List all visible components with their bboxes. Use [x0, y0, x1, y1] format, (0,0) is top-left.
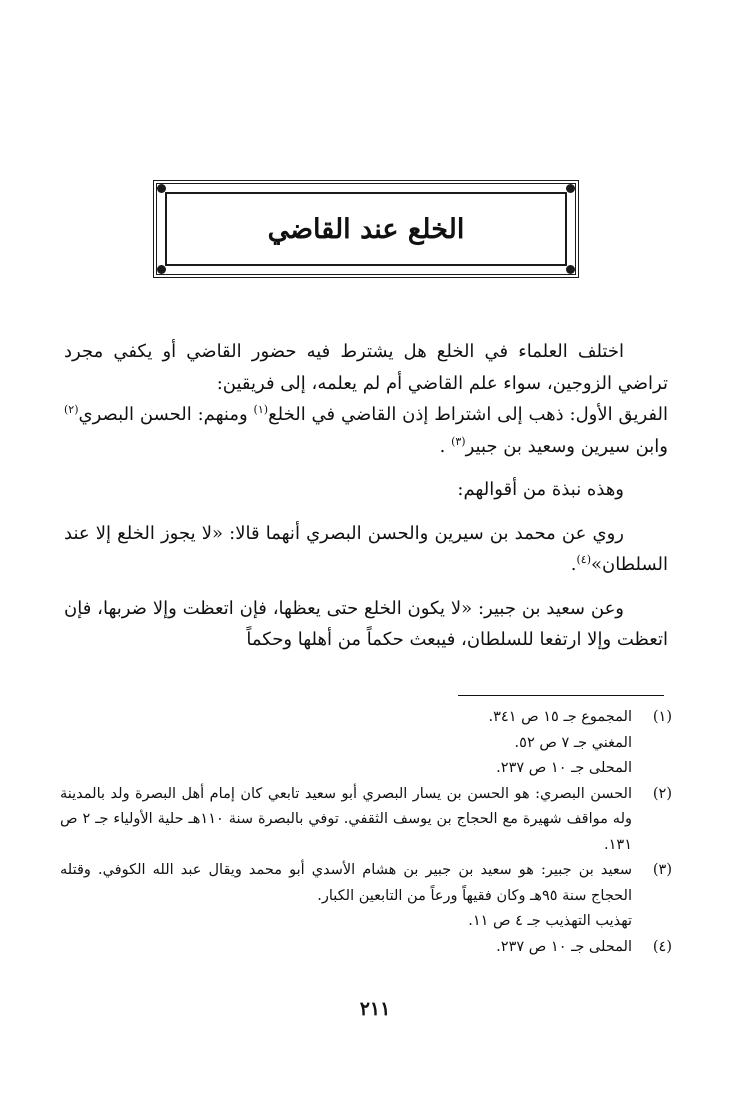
footnote-line: تهذيب التهذيب جـ ٤ ص ١١. [468, 913, 632, 929]
footnote-body [60, 858, 632, 935]
text-span: الفريق الأول: ذهب إلى اشتراط إذن القاضي في الخلع [268, 404, 668, 425]
footnote-ref: (٢) [64, 403, 79, 416]
footnote-line: المغني جـ ٧ ص ٥٢. [514, 734, 632, 751]
frame-corner-ornament [566, 184, 575, 193]
frame-corner-ornament [566, 265, 575, 274]
paragraph [64, 399, 668, 462]
footnote [60, 782, 672, 859]
footnote-line: المحلى جـ ١٠ ص ٢٣٧. [496, 938, 632, 955]
footnote-number: (٤) [652, 938, 672, 955]
text-span: وابن سيرين وسعيد بن جبير [465, 435, 668, 457]
main-text [64, 336, 668, 656]
paragraph: وهذه نبذة من أقوالهم: [457, 479, 624, 500]
chapter-title: الخلع عند القاضي [267, 213, 465, 245]
footnote-line: سعيد بن جبير: هو سعيد بن جبير بن هشام الأسدي أبو محمد ويقال عبد الله الكوفي. وقتله الحجاج سنة ٩٥هـ وكان فقيهاً ورعاً من التابعين الكبار. [60, 862, 632, 904]
text-span: . [439, 435, 452, 457]
paragraph: اختلف العلماء في الخلع هل يشترط فيه حضور القاضي أو يكفي مجرد تراضي الزوجين، سواء علم القاضي أم لم يعلمه، إلى فريقين: [64, 341, 668, 394]
footnote-body [60, 782, 632, 859]
paragraph [64, 518, 668, 581]
footnote-ref: (١) [253, 403, 269, 416]
text-span: ومنهم: الحسن البصري [78, 404, 254, 425]
footnote-number: (١) [652, 709, 672, 725]
footnote-ref: (٣) [451, 434, 466, 448]
footnote [60, 858, 672, 935]
footnote-number: (٣) [652, 862, 672, 878]
footnote-ref: (٤) [576, 553, 592, 566]
footnote-number: (٢) [652, 785, 672, 802]
footnote-line: المجموع جـ ١٥ ص ٣٤١. [488, 709, 632, 725]
page-number: ٢١١ [359, 998, 391, 1020]
footnote-line: المحلى جـ ١٠ ص ٢٣٧. [496, 760, 632, 776]
text-span: روي عن محمد بن سيرين والحسن البصري أنهما قالا: «لا يجوز الخلع إلا عند السلطان» [64, 522, 668, 575]
footnote-separator [458, 695, 664, 696]
footnote-body [60, 935, 632, 961]
text-span: . [570, 554, 577, 575]
footnote-body [60, 705, 632, 782]
footnote [60, 705, 672, 782]
footnote [60, 935, 672, 961]
paragraph: وعن سعيد بن جبير: «لا يكون الخلع حتى يعظها، فإن اتعظت وإلا ضربها، فإن اتعظت وإلا ارتفعا للسلطان، فيبعث حكماً من أهلها وحكماً [64, 597, 668, 650]
footnote-line: الحسن البصري: هو الحسن بن يسار البصري أبو سعيد تابعي كان إمام أهل البصرة ولد بالمدينة وله مواقف شهيرة مع الحجاج بن يوسف الثقفي. توفي بالبصرة سنة ١١٠هـ حلية الأولياء جـ ٢ ص ١٣١. [60, 785, 632, 853]
footnotes [60, 705, 672, 960]
frame-corner-ornament [157, 265, 166, 274]
